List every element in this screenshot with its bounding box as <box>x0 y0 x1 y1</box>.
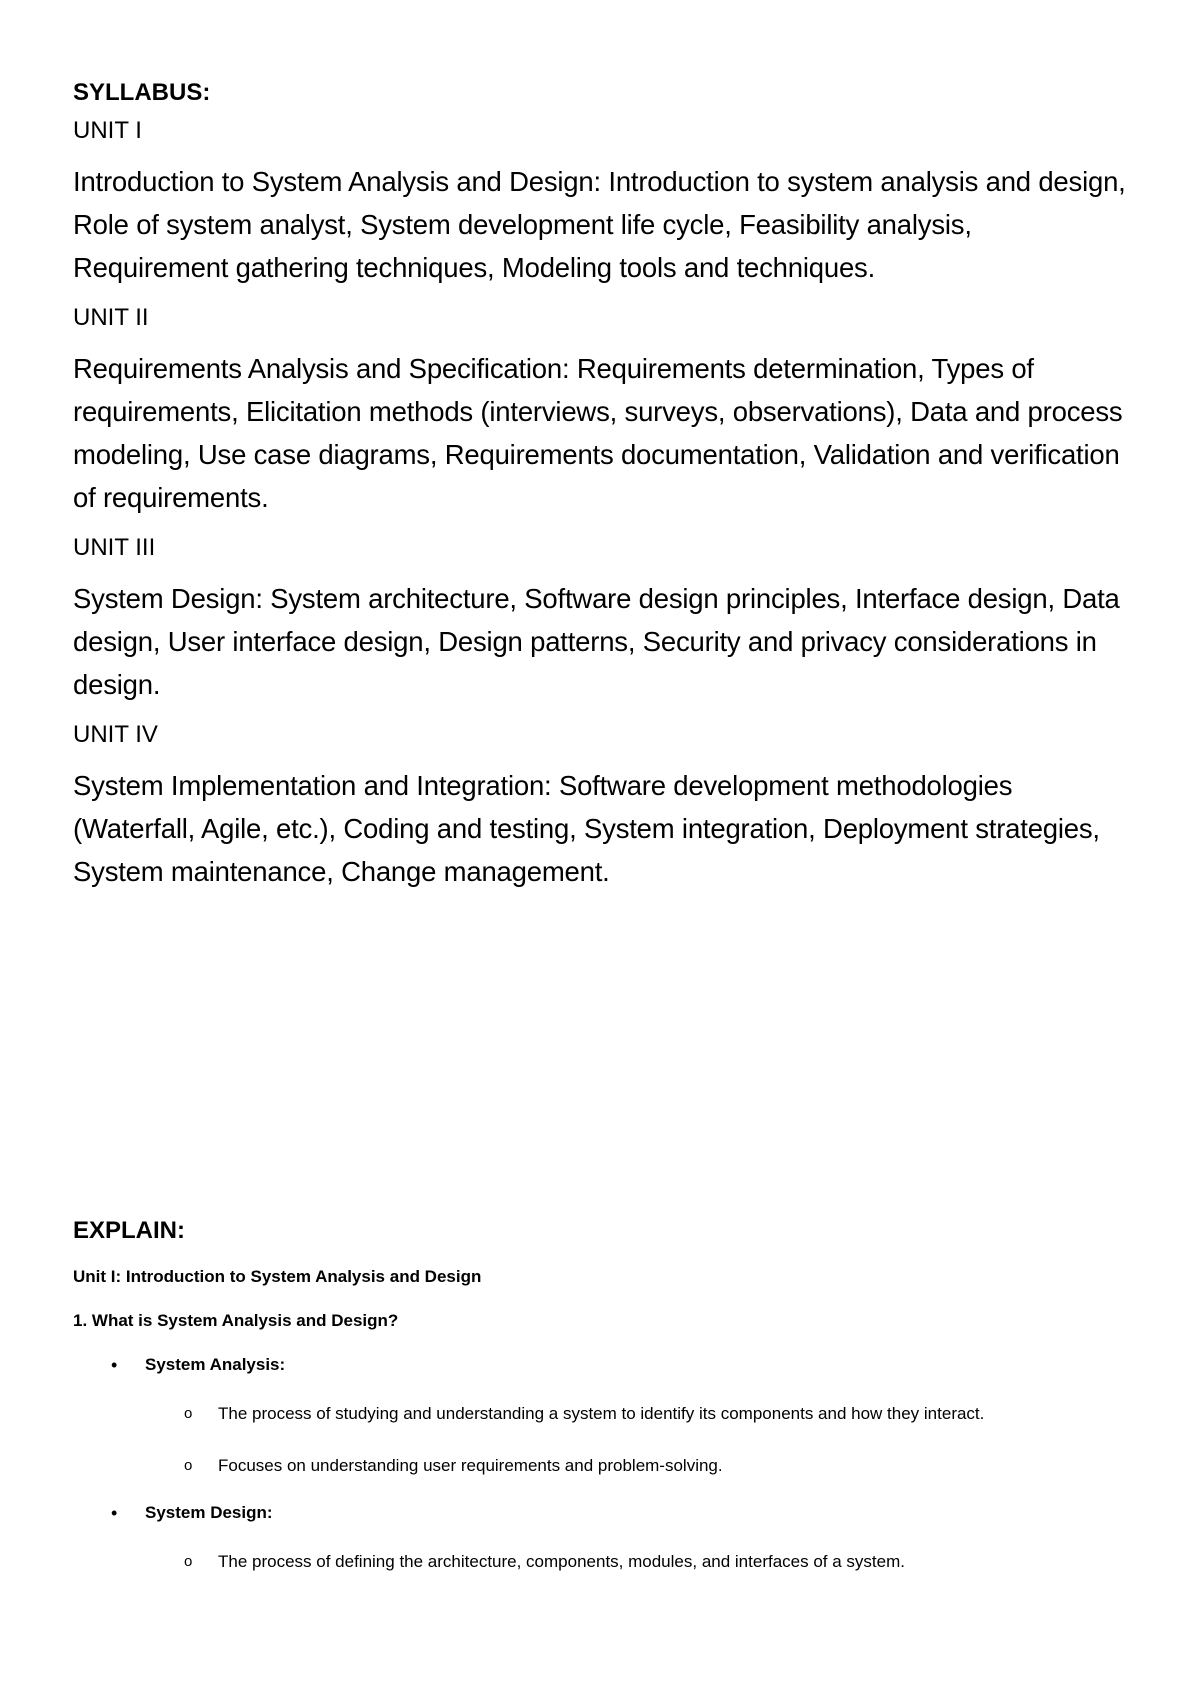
unit-4-heading: UNIT IV <box>73 721 158 748</box>
sub-bullet-icon: o <box>184 1553 193 1570</box>
sub-list-item-text: Focuses on understanding user requirements and problem-solving. <box>218 1456 723 1475</box>
bullet-icon: • <box>111 1355 118 1375</box>
explain-question-title: 1. What is System Analysis and Design? <box>73 1311 399 1330</box>
syllabus-title: SYLLABUS: <box>73 79 211 106</box>
explain-section <box>73 1216 1133 1576</box>
sub-list-item <box>145 1452 1133 1480</box>
unit-1-heading: UNIT I <box>73 117 142 144</box>
unit-4-body: System Implementation and Integration: Software development methodologies (Waterfall, Agile, etc.), Coding and testing, System integration, Deployment strategies, System maintenance, Change management. <box>73 770 1100 887</box>
unit-3-body: System Design: System architecture, Software design principles, Interface design, Data design, User interface design, Design patterns, Security and privacy considerations in design. <box>73 583 1120 700</box>
sub-bullet-icon: o <box>184 1457 193 1474</box>
sub-list-item-text: The process of defining the architecture, components, modules, and interfaces of a system. <box>218 1552 905 1571</box>
sub-list <box>145 1548 1133 1576</box>
unit-1-body: Introduction to System Analysis and Design: Introduction to system analysis and design, Role of system analyst, System development life cycle, Feasibility analysis, Requirement gathering techniques, Modeling tools and techniques. <box>73 166 1126 283</box>
list-item-label: System Design: <box>145 1503 273 1522</box>
sub-list-item-text: The process of studying and understanding a system to identify its components and how they interact. <box>218 1404 985 1423</box>
list-item-system-design <box>73 1502 1133 1576</box>
sub-list-item <box>145 1400 1133 1428</box>
unit-3-heading: UNIT III <box>73 534 156 561</box>
explain-title: EXPLAIN: <box>73 1217 186 1244</box>
sub-bullet-icon: o <box>184 1405 193 1422</box>
explain-unit-title: Unit I: Introduction to System Analysis and Design <box>73 1267 482 1286</box>
explain-list <box>73 1354 1133 1576</box>
sub-list <box>145 1400 1133 1480</box>
sub-list-item <box>145 1548 1133 1576</box>
syllabus-section <box>73 78 1133 893</box>
list-item-label: System Analysis: <box>145 1355 286 1374</box>
unit-2-heading: UNIT II <box>73 304 149 331</box>
bullet-icon: • <box>111 1503 118 1523</box>
list-item-system-analysis <box>73 1354 1133 1480</box>
unit-2-body: Requirements Analysis and Specification: Requirements determination, Types of requirements, Elicitation methods (interviews, surveys, observations), Data and process modeling, Use case diagrams, Requirements documentation, Validation and verification of requirements. <box>73 353 1123 513</box>
